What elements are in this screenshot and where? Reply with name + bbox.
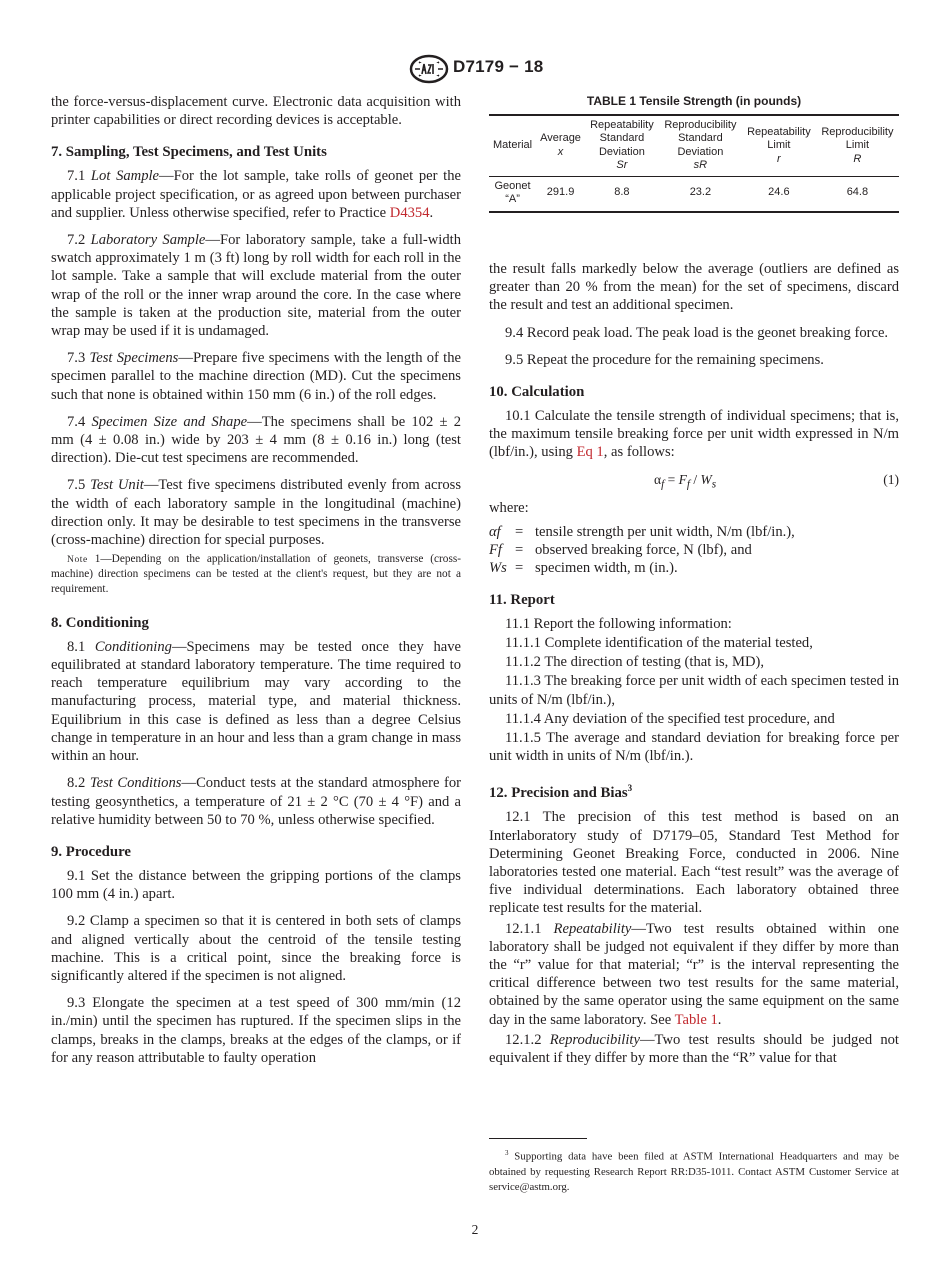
equation-formula: $\alpha_f = F_f / W_s$ [654, 471, 717, 491]
section-11-heading: 11. Report [489, 591, 555, 608]
para-9-1: 9.1 Set the distance between the gripping portions of the clamps 100 mm (4 in.) apart. [51, 867, 461, 903]
item-11-1-4: 11.1.4 Any deviation of the specified test procedure, and [505, 710, 835, 727]
th-repeatability-limit: Repeatability Limit r [742, 115, 816, 176]
para-12-1-2: 12.1.2 Reproducibility—Two test results should be judged not equivalent if they differ by more than the “R” value for that [489, 1031, 899, 1067]
page-number: 2 [471, 1222, 479, 1237]
cell-material: Geonet “A” [494, 179, 531, 206]
link-d4354[interactable]: D4354 [389, 204, 430, 221]
para-7-1: 7.1 Lot Sample—For the lot sample, take rolls of geonet per the applicable project specification, or as agreed upon between purchaser and supplier. Unless otherwise specified, refer to Practice D4354. [51, 168, 461, 221]
table-header-row [489, 115, 899, 176]
definition-force: Ff = observed breaking force, N (lbf), and [489, 541, 752, 558]
para-7-5: 7.5 Test Unit—Test five specimens distributed evenly from across the width of each laboratory sample in the longitudinal (machine) direction only. It may be desirable to test specimens in the transverse (cross-machine) direction for special purposes. [51, 477, 462, 549]
equation-1 [489, 471, 899, 493]
item-11-1-3: 11.1.3 The breaking force per unit width of each specimen tested in units of N/m (lbf/in.), [489, 673, 899, 708]
para-8-2: 8.2 Test Conditions—Conduct tests at the standard atmosphere for testing geosynthetics, a temperature of 21 ± 2 °C (70 ± 4 °F) and a relative humidity between 50 to 70 %, unless otherwise specified. [51, 775, 462, 828]
cell-average: 291.9 [546, 186, 575, 199]
item-11-1-5: 11.1.5 The average and standard deviation for breaking force per unit width in units of N/m (lbf/in.). [489, 730, 899, 765]
tensile-strength-table [489, 114, 899, 213]
footnote-3: $^3$ Supporting data have been filed at ASTM International Headquarters and may be obtained by requesting Research Report RR:D35-1011. Contact ASTM Customer Service at service@astm.org. [489, 1149, 899, 1193]
para-7-3: 7.3 Test Specimens—Prepare five specimens with the length of the specimen parallel to the machine direction (MD). Cut the specimens such that none is obtained within 150 mm (6 in.) of the roll edges. [51, 350, 461, 403]
equation-number: (1) [883, 471, 899, 487]
para-7-4: 7.4 Specimen Size and Shape—The specimens shall be 102 ± 2 mm (4 ± 0.08 in.) wide by 203 ± 4 mm (8 ± 0.16 in.) long (test direction). Die-cut test specimens are recommended. [51, 413, 462, 467]
link-eq-1[interactable]: Eq 1 [576, 444, 604, 461]
where-label: where: [489, 499, 529, 516]
cell-sR: 23.2 [689, 186, 712, 199]
th-reproducibility-sd: Reproducibility Standard Deviation sR [659, 115, 742, 176]
section-7-heading: 7. Sampling, Test Specimens, and Test Units [51, 144, 327, 161]
table-row [489, 176, 899, 212]
para-9-2: 9.2 Clamp a specimen so that it is centered in both sets of clamps and aligned vertically about the centroid of the tensile testing machine. This is a critical point, since the breaking force is significantly altered if the specimen is not aligned. [51, 913, 461, 984]
item-11-1: 11.1 Report the following information: [505, 615, 732, 632]
para-7-2: 7.2 Laboratory Sample—For laboratory sample, take a full-width swatch approximately 1 m (3 ft) long by roll width for each roll in the lot sample. Take a sample that will exclude material from the outer wrap of the roll or the inner wrap around the core. In the case where the sample is taken at the production site, material from the outer wrap may be used if it is undamaged. [51, 232, 462, 340]
continuation-paragraph: the result falls markedly below the average (outliers are defined as greater than 20 % from the mean) for the set of specimens, discard the result and test an additional specimen. [489, 261, 899, 314]
page-header [0, 54, 950, 86]
section-9-heading: 9. Procedure [51, 843, 131, 860]
link-table-1[interactable]: Table 1 [674, 1011, 718, 1028]
item-11-1-2: 11.1.2 The direction of testing (that is, MD), [505, 654, 764, 671]
para-9-4: 9.4 Record peak load. The peak load is the geonet breaking force. [505, 324, 889, 341]
th-repeatability-sd: Repeatability Standard Deviation Sr [585, 115, 659, 176]
cell-sr: 8.8 [614, 186, 630, 199]
definition-alpha: αf = tensile strength per unit width, N/m (lbf/in.), [489, 523, 795, 540]
footnote-rule [489, 1138, 587, 1139]
table-title: TABLE 1 Tensile Strength (in pounds) [586, 94, 802, 108]
th-reproducibility-limit: Reproducibility Limit R [816, 115, 899, 176]
note-1: Note 1—Depending on the application/installation of geonets, transverse (cross-machine) direction specimens can be tested at the client's request, but they are not a requirement. [51, 553, 461, 595]
footnote-ref: 3 [627, 783, 633, 794]
item-11-1-1: 11.1.1 Complete identification of the material tested, [505, 635, 813, 652]
section-8-heading: 8. Conditioning [51, 614, 149, 631]
astm-logo-icon [409, 54, 449, 84]
definition-width: Ws = specimen width, m (in.). [489, 559, 678, 576]
table-1 [489, 94, 899, 213]
th-average: Average x [536, 115, 585, 176]
para-12-1: 12.1 The precision of this test method is based on an Interlaboratory study of D7179–05, Standard Test Method for Determining Geonet Breaking Force, conducted in 2006. Nine laboratories tested one material. Each “test result” was the average of five individual determinations. Each laboratory obtained three replicate test results for the material. [489, 809, 899, 917]
left-column [51, 93, 461, 1076]
cell-R: 64.8 [846, 186, 869, 199]
intro-paragraph: the force-versus-displacement curve. Electronic data acquisition with printer capabilities or direct recording devices is acceptable. [51, 94, 461, 129]
para-9-5: 9.5 Repeat the procedure for the remaining specimens. [505, 351, 824, 368]
document-id: D7179 − 18 [453, 57, 544, 76]
right-column [489, 260, 899, 1069]
th-material: Material [489, 115, 536, 176]
para-10-1: 10.1 Calculate the tensile strength of individual specimens; that is, the maximum tensile breaking force per unit width expressed in N/m (lbf/in.), using Eq 1, as follows: [489, 408, 899, 461]
para-12-1-1: 12.1.1 Repeatability—Two test results obtained within one laboratory shall be judged not equivalent if they differ by more than the “r” value for that material; “r” is the interval representing the critical difference between two test results for the same material, obtained by the same operator using the same equipment on the same day in the same laboratory. See Table 1. [489, 920, 899, 1028]
section-10-heading: 10. Calculation [489, 384, 585, 401]
section-12-heading: 12. Precision and Bias$^3$ [489, 783, 633, 802]
para-9-3: 9.3 Elongate the specimen at a test speed of 300 mm/min (12 in./min) until the specimen has ruptured. If the specimen slips in the clamps, breaks in the clamps, breaks at the edges of the clamps, or if for any reason attributable to faulty operation [51, 995, 461, 1066]
cell-r: 24.6 [768, 186, 790, 199]
para-8-1: 8.1 Conditioning—Specimens may be tested once they have equilibrated at standard laboratory temperature. The time required to reach temperature equilibrium may vary according to the manufacturing process, material type, and material thickness. Equilibrium in this case is defined as less than a degree Celsius change in temperature in an hour and less than a gram change in mass within an hour. [51, 638, 461, 765]
